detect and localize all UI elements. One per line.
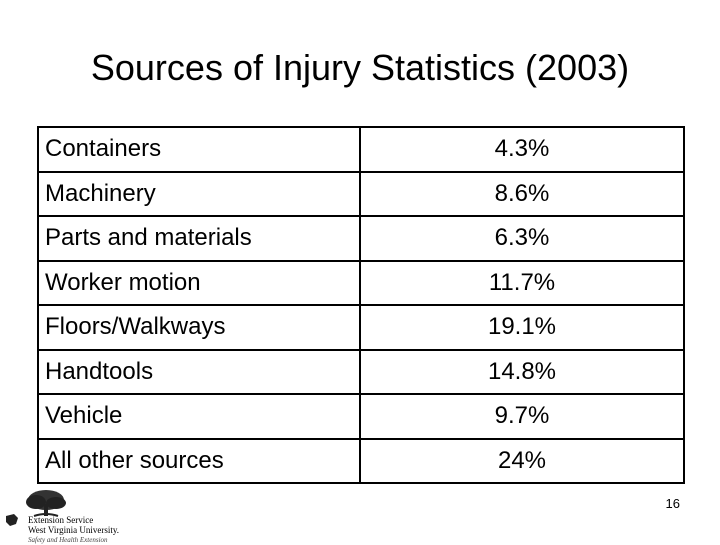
injury-percent-value: 19.1% xyxy=(360,305,684,350)
injury-source-label: Vehicle xyxy=(38,394,360,439)
table-row xyxy=(38,305,684,350)
table-body xyxy=(38,127,684,483)
table-row xyxy=(38,439,684,484)
logo-line-3: Safety and Health Extension xyxy=(28,536,108,544)
logo-line-2: West Virginia University. xyxy=(28,525,120,535)
injury-sources-table xyxy=(37,126,685,484)
logo-text xyxy=(12,515,119,545)
injury-source-label: Parts and materials xyxy=(38,216,360,261)
injury-source-label: Containers xyxy=(38,127,360,172)
table-row xyxy=(38,350,684,395)
injury-source-label: Floors/Walkways xyxy=(38,305,360,350)
injury-source-label: Handtools xyxy=(38,350,360,395)
injury-source-label: Machinery xyxy=(38,172,360,217)
table-row xyxy=(38,172,684,217)
injury-percent-value: 11.7% xyxy=(360,261,684,306)
table-row xyxy=(38,216,684,261)
injury-percent-value: 24% xyxy=(360,439,684,484)
slide-title: Sources of Injury Statistics (2003) xyxy=(90,47,630,88)
injury-source-label: All other sources xyxy=(38,439,360,484)
injury-source-label: Worker motion xyxy=(38,261,360,306)
injury-percent-value: 14.8% xyxy=(360,350,684,395)
injury-percent-value: 8.6% xyxy=(360,172,684,217)
injury-percent-value: 9.7% xyxy=(360,394,684,439)
table-row xyxy=(38,127,684,172)
table-row xyxy=(38,394,684,439)
page-number: 16 xyxy=(665,496,680,511)
logo-line-1: Extension Service xyxy=(28,515,94,525)
injury-percent-value: 4.3% xyxy=(360,127,684,172)
injury-percent-value: 6.3% xyxy=(360,216,684,261)
table-row xyxy=(38,261,684,306)
